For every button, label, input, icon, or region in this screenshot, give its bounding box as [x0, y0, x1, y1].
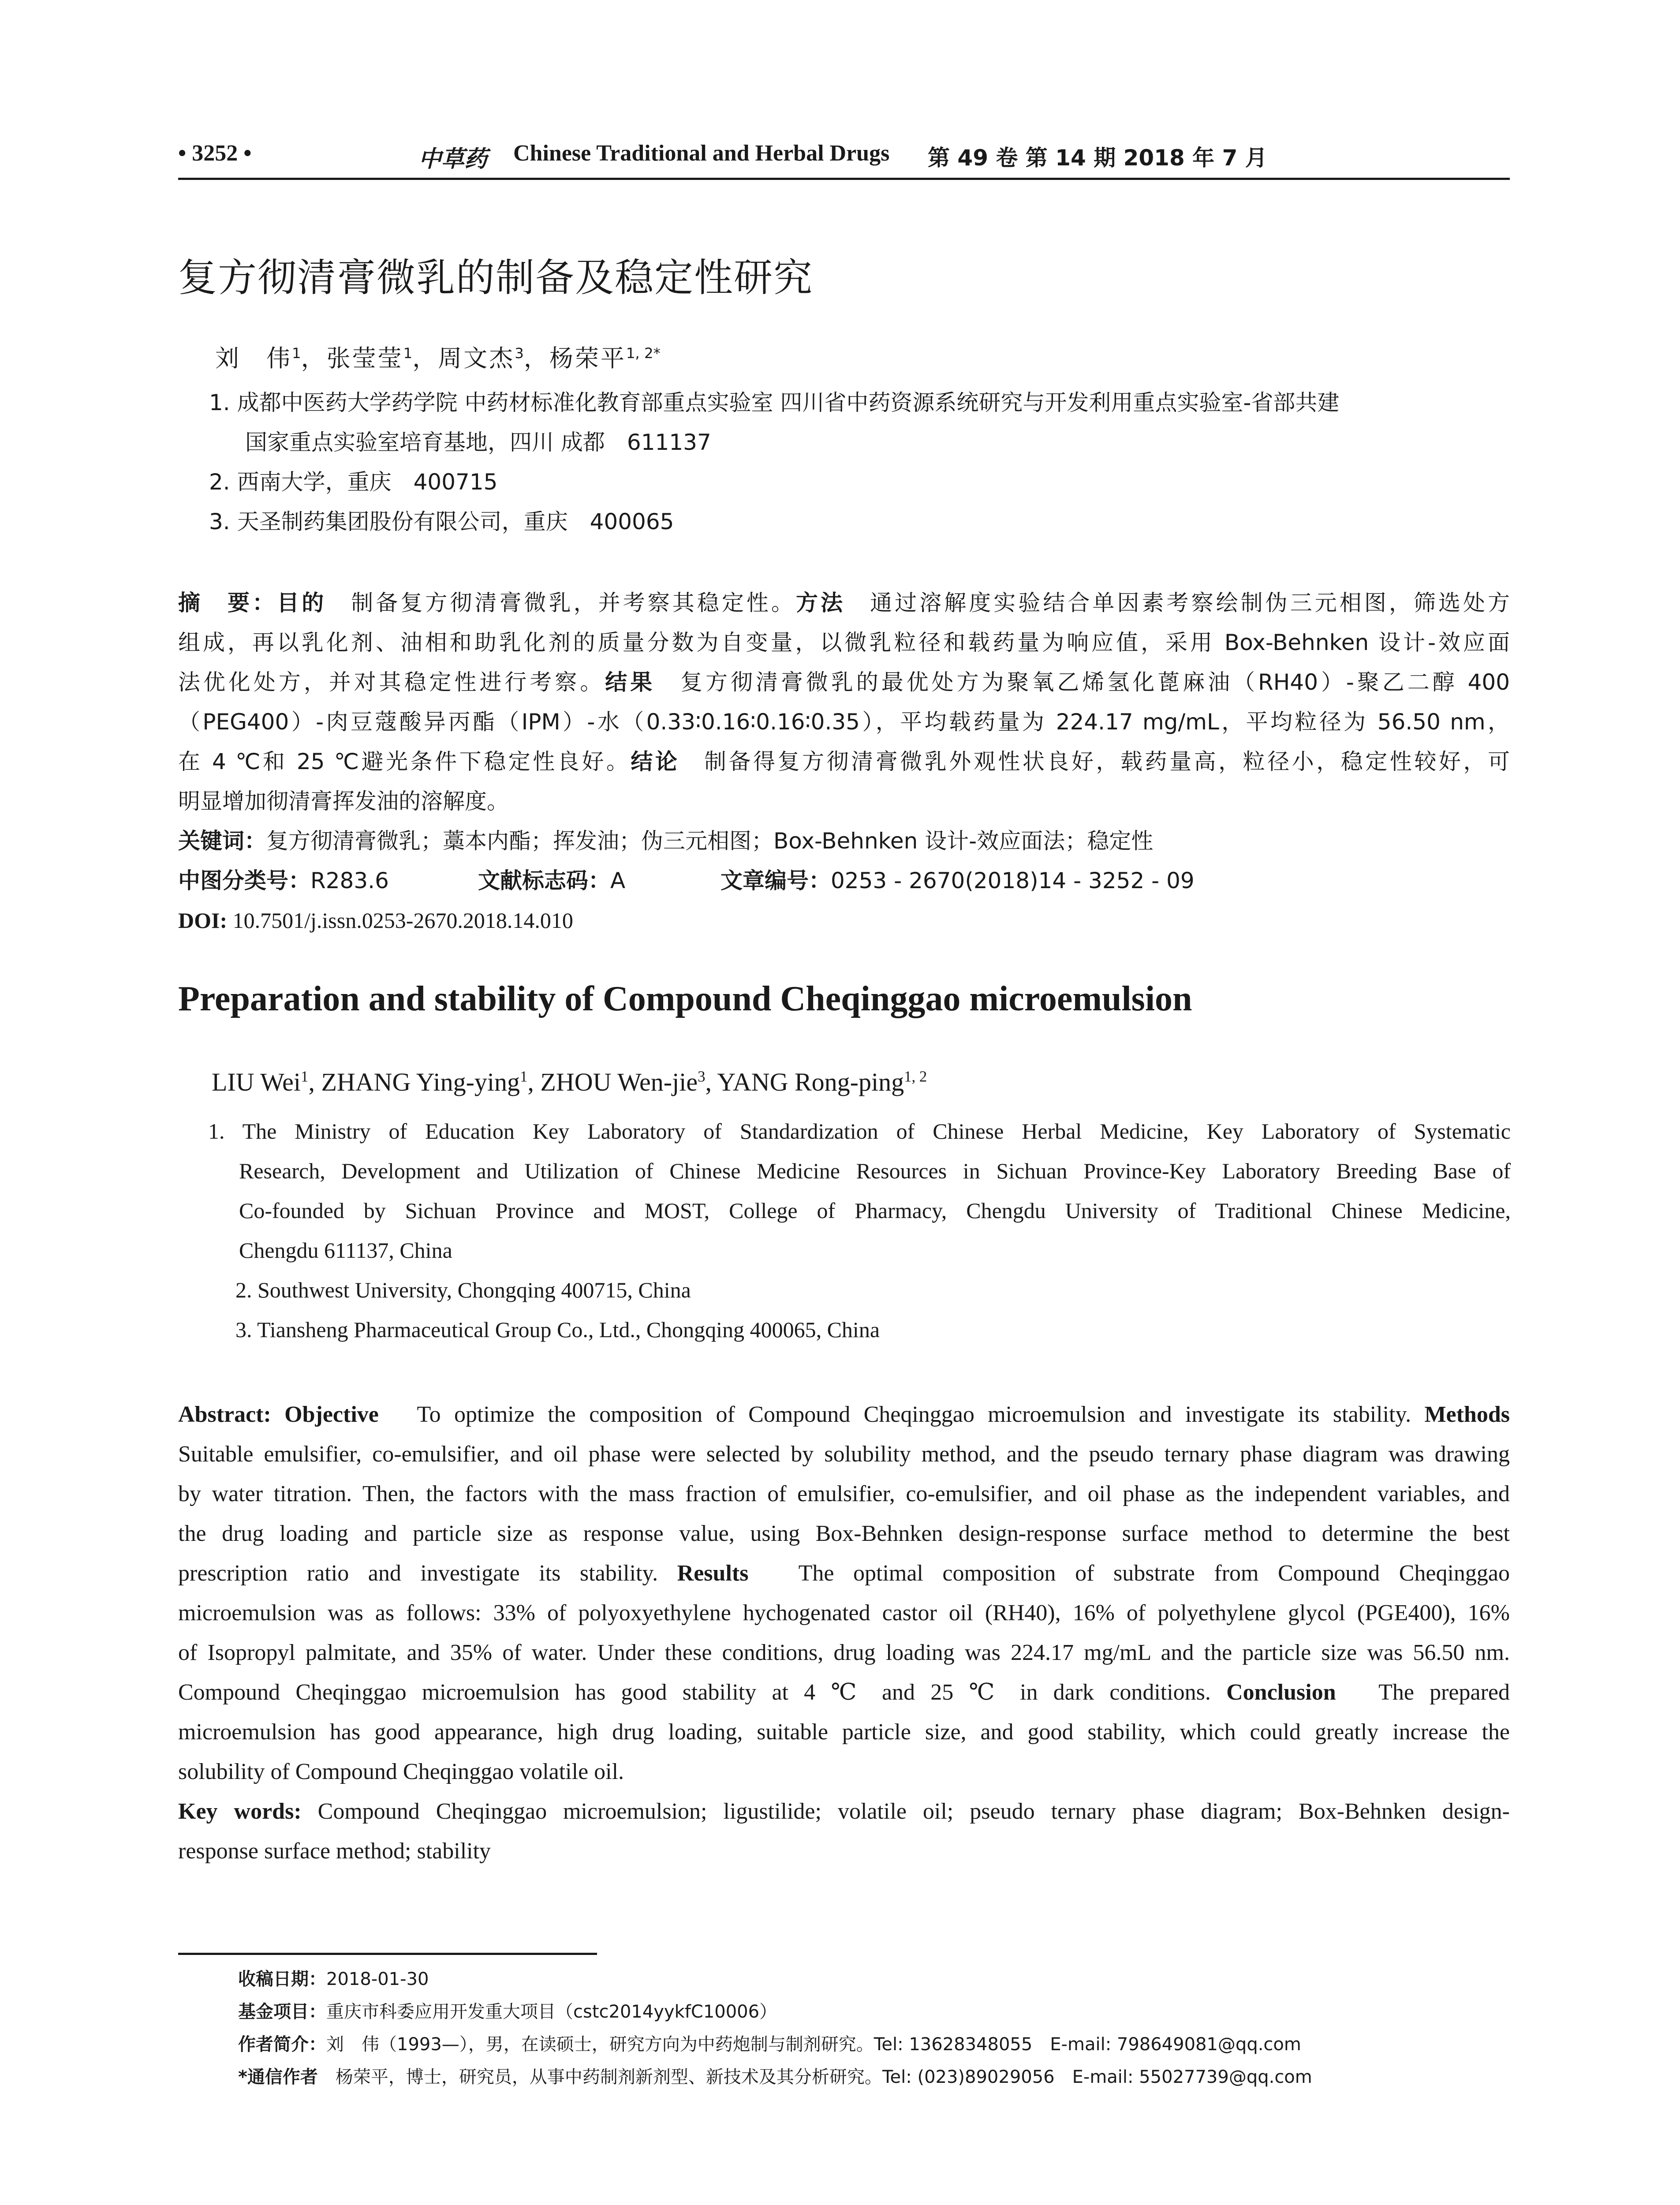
author-affiliation-mark: 3	[698, 1068, 706, 1085]
affiliation-cn-2: 2. 西南大学，重庆 400715	[209, 469, 498, 495]
author-affiliation-mark: 1, 2	[904, 1068, 927, 1085]
footnote-text: 2018-01-30	[326, 1969, 429, 1989]
author-name: LIU Wei	[212, 1068, 301, 1096]
conclusion-label-cn: 结论	[631, 749, 680, 774]
abstract-cn-line: 明显增加彻清膏挥发油的溶解度。	[178, 789, 509, 814]
author-name: 张莹莹	[326, 344, 403, 372]
author-affiliation-mark: 1	[520, 1068, 528, 1085]
conclusion-text-cn: 制备得复方彻清膏微乳外观性状良好，载药量高，粒径小，稳定性较好，可	[704, 749, 1510, 774]
conclusion-text-en: The prepared	[1378, 1680, 1510, 1705]
keywords-en-text: Compound Cheqinggao microemulsion; ligustilide; volatile oil; pseudo ternary phase diagram; Box-Behnken design-	[317, 1799, 1510, 1824]
footnote-label: 作者简介：	[238, 2034, 326, 2055]
abstract-cn	[178, 583, 1510, 821]
doi-label: DOI:	[178, 908, 228, 933]
abstract-cn-lead: 摘 要：	[178, 590, 277, 616]
abstract-cn-text: 法优化处方，并对其稳定性进行考察。	[178, 669, 605, 695]
author-name: YANG Rong-ping	[717, 1068, 904, 1096]
keywords-en-cont: response surface method; stability	[178, 1839, 491, 1864]
journal-name-en: Chinese Traditional and Herbal Drugs	[513, 141, 890, 166]
page-number: • 3252 •	[178, 141, 252, 166]
results-label-en: Results	[677, 1561, 749, 1586]
abstract-en-text: prescription ratio and investigate its stability.	[178, 1561, 658, 1586]
abstract-en-line	[178, 1673, 1510, 1712]
doi-value: 10.7501/j.issn.0253-2670.2018.14.010	[232, 908, 573, 933]
title-cn: 复方彻清膏微乳的制备及稳定性研究	[178, 255, 814, 300]
footnote-rule	[178, 1953, 597, 1955]
conclusion-label-en: Conclusion	[1226, 1680, 1336, 1705]
footnote-received	[238, 1965, 429, 1990]
doc-code-label: 文献标志码：	[478, 868, 610, 893]
objective-text-cn: 制备复方彻清膏微乳，并考察其稳定性。	[351, 590, 796, 616]
author-name: 刘 伟	[215, 344, 292, 372]
abstract-cn-line	[178, 583, 1510, 623]
affiliation-en-1: 1. The Ministry of Education Key Laboratory of Standardization of Chinese Herbal Medicine, Key Laboratory of Systematic	[208, 1119, 1511, 1144]
authors-en: LIU Wei$^1$, ZHANG Ying-ying$^1$, ZHOU Wen-jie$^3$, YANG Rong-ping$^{1, 2}$	[212, 1068, 927, 1096]
affiliations-en	[208, 1111, 1511, 1349]
footnote-text: 重庆市科委应用开发重大项目（cstc2014yykfC10006）	[326, 2002, 777, 2022]
issue-info: 第 49 卷 第 14 期 2018 年 7 月	[928, 145, 1267, 171]
methods-label-cn: 方法	[795, 590, 846, 616]
abstract-en-line: the drug loading and particle size as response value, using Box-Behnken design-response surface method to determine the best	[178, 1521, 1510, 1546]
author-affiliation-mark: 1	[403, 345, 413, 362]
abstract-en	[178, 1395, 1510, 1871]
keywords-cn-text: 复方彻清膏微乳；藁本内酯；挥发油；伪三元相图；Box-Behnken 设计-效应面法；稳定性	[266, 828, 1154, 854]
author-name: ZHOU Wen-jie	[540, 1068, 698, 1096]
abstract-en-line: of Isopropyl palmitate, and 35% of water. Under these conditions, drug loading was 224.17 mg/mL and the particle size was 56.50 nm.	[178, 1640, 1510, 1665]
methods-label-en: Methods	[1424, 1402, 1510, 1427]
abstract-en-line	[178, 1554, 1510, 1593]
affiliation-en-1-cont: Research, Development and Utilization of Chinese Medicine Resources in Sichuan Province-Key Laboratory Breeding Base of	[239, 1159, 1511, 1183]
clc-value: R283.6	[310, 868, 389, 893]
abstract-cn-line: 组成，再以乳化剂、油相和助乳化剂的质量分数为自变量，以微乳粒径和载药量为响应值，采用 Box-Behnken 设计-效应面	[178, 630, 1510, 655]
abstract-en-text: Compound Cheqinggao microemulsion has good stability at 4 ℃ and 25 ℃ in dark conditions.	[178, 1680, 1211, 1705]
objective-text-en: To optimize the composition of Compound Cheqinggao microemulsion and investigate its stability.	[417, 1402, 1411, 1427]
results-text-cn: 复方彻清膏微乳的最优处方为聚氧乙烯氢化蓖麻油（RH40）-聚乙二醇 400	[680, 669, 1510, 695]
header-rule	[178, 178, 1510, 180]
keywords-en	[178, 1792, 1510, 1831]
abstract-cn-line: （PEG400）-肉豆蔻酸异丙酯（IPM）-水（0.33∶0.16∶0.16∶0.35），平均载药量为 224.17 mg/mL，平均粒径为 56.50 nm，	[178, 709, 1510, 735]
doc-code-value: A	[610, 868, 626, 893]
article-no-label: 文章编号：	[721, 868, 831, 893]
authors-cn: 刘 伟$^1$，张莹莹$^1$，周文杰$^3$，杨荣平$^{1, 2*}$	[215, 344, 661, 372]
doi	[178, 901, 573, 940]
affiliation-en-3: 3. Tiansheng Pharmaceutical Group Co., Ltd., Chongqing 400065, China	[235, 1317, 880, 1342]
abstract-en-line: microemulsion was as follows: 33% of polyoxyethylene hychogenated castor oil (RH40), 16% of polyethylene glycol (PGE400), 16%	[178, 1600, 1510, 1626]
author-affiliation-mark: 1, 2*	[626, 345, 661, 362]
footnote-label: 基金项目：	[238, 2002, 326, 2022]
affiliation-en-1-cont: Co-founded by Sichuan Province and MOST, College of Pharmacy, Chengdu University of Traditional Chinese Medicine,	[239, 1198, 1511, 1223]
keywords-cn	[178, 821, 1153, 861]
footnote-fund	[238, 1998, 777, 2023]
article-no-value: 0253 - 2670(2018)14 - 3252 - 09	[831, 868, 1195, 893]
clc-label: 中图分类号：	[178, 868, 310, 893]
abstract-en-line	[178, 1395, 1510, 1435]
footnote-author	[238, 2030, 1301, 2056]
objective-label-cn: 目的	[277, 590, 327, 616]
abstract-cn-line	[178, 662, 1510, 702]
affiliation-en-2: 2. Southwest University, Chongqing 400715, China	[235, 1278, 691, 1302]
abstract-en-line: microemulsion has good appearance, high drug loading, suitable particle size, and good stability, which could greatly increase the	[178, 1719, 1510, 1745]
abstract-en-label: Abstract:	[178, 1402, 271, 1427]
affiliation-en-1-cont: Chengdu 611137, China	[239, 1238, 452, 1263]
results-label-cn: 结果	[605, 669, 656, 695]
methods-text-cn: 通过溶解度实验结合单因素考察绘制伪三元相图，筛选处方	[870, 590, 1510, 616]
footnote-label: 收稿日期：	[238, 1969, 326, 1989]
results-text-en: The optimal composition of substrate from Compound Cheqinggao	[798, 1561, 1510, 1586]
abstract-en-line: by water titration. Then, the factors with the mass fraction of emulsifier, co-emulsifier, and oil phase as the independent variables, and	[178, 1481, 1510, 1506]
keywords-en-label: Key words:	[178, 1799, 302, 1824]
abstract-en-line: Suitable emulsifier, co-emulsifier, and oil phase were selected by solubility method, and the pseudo ternary phase diagram was drawing	[178, 1442, 1510, 1467]
abstract-en-line: solubility of Compound Cheqinggao volatile oil.	[178, 1759, 624, 1784]
author-name: 杨荣平	[549, 344, 626, 372]
title-en: Preparation and stability of Compound Cheqinggao microemulsion	[178, 979, 1192, 1018]
footnote-text: 杨荣平，博士，研究员，从事中药制剂新剂型、新技术及其分析研究。Tel: (023)89029056 E-mail: 55027739@qq.com	[335, 2067, 1312, 2087]
running-header	[178, 140, 1510, 176]
footnote-text: 刘 伟（1993—），男，在读硕士，研究方向为中药炮制与制剂研究。Tel: 13628348055 E-mail: 798649081@qq.com	[326, 2034, 1301, 2055]
affiliation-cn-3: 3. 天圣制药集团股份有限公司，重庆 400065	[209, 509, 674, 534]
keywords-cn-label: 关键词：	[178, 828, 266, 854]
footnote-corresponding	[238, 2063, 1312, 2088]
abstract-cn-line	[178, 742, 1510, 781]
author-name: ZHANG Ying-ying	[321, 1068, 520, 1096]
abstract-cn-text: 在 4 ℃和 25 ℃避光条件下稳定性良好。	[178, 749, 631, 774]
affiliation-cn-1-cont: 国家重点实验室培育基地，四川 成都 611137	[245, 430, 711, 455]
journal-name-cn: 中草药	[418, 146, 488, 172]
affiliation-cn-1: 1. 成都中医药大学药学院 中药材标准化教育部重点实验室 四川省中药资源系统研究与开发利用重点实验室-省部共建	[209, 390, 1340, 415]
author-affiliation-mark: 1	[301, 1068, 309, 1085]
author-name: 周文杰	[438, 344, 515, 372]
objective-label-en: Objective	[284, 1402, 379, 1427]
footnote-label: *通信作者	[238, 2067, 318, 2087]
author-affiliation-mark: 1	[292, 345, 301, 362]
author-affiliation-mark: 3	[515, 345, 524, 362]
